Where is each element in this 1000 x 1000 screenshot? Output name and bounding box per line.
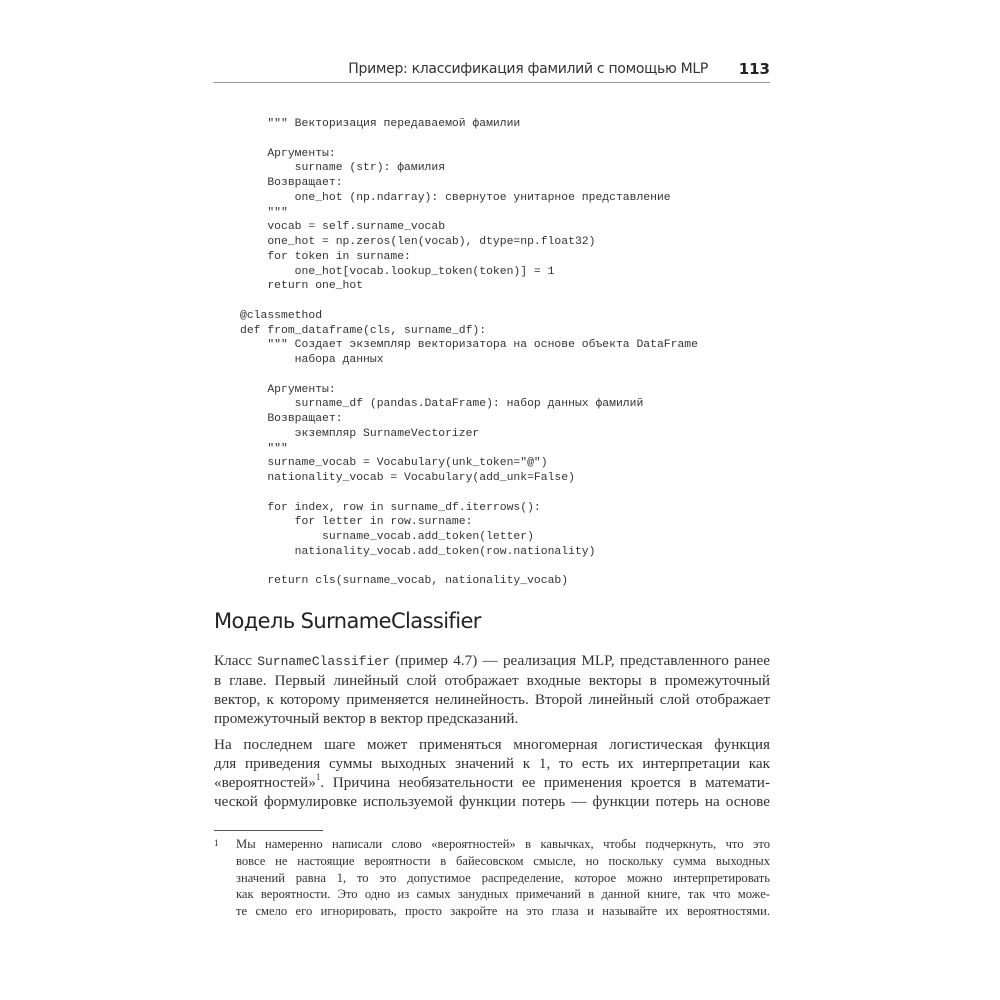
footnote-marker: 1 [214,838,219,848]
code-line [240,368,698,383]
text: (пример 4.7) — реализация MLP, представленного ранее [395,652,771,669]
text: Класс [214,652,252,669]
code-line: return cls(surname_vocab, nationality_vocab) [240,575,569,588]
code-line: surname_vocab = Vocabulary(unk_token="@") [240,457,548,470]
paragraph-line: вектор, к которому применяется нелинейность. Второй линейный слой отображает [214,691,770,708]
paragraph-1 [214,651,770,728]
code-line: """ [240,442,288,455]
code-line: экземпляр SurnameVectorizer [240,427,480,440]
code-line: def from_dataframe(cls, surname_df): [240,324,487,337]
code-line: набора данных [240,354,384,366]
code-listing [240,117,698,589]
paragraph-line: для приведения суммы выходных значений к 1, то есть их интерпретации как [214,755,770,772]
paragraph-line: ческой формулировке используемой функции потерь — функции потерь на основе [214,793,770,810]
paragraph-2 [214,735,770,811]
code-line: Аргументы: [240,147,336,160]
code-line: vocab = self.surname_vocab [240,221,446,234]
code-line: for index, row in surname_df.iterrows(): [240,501,541,514]
code-line [240,560,698,575]
code-line: for token in surname: [240,250,411,263]
footnote-line: как вероятности. Это одно из самых занудных примечаний в данной книге, так что може- [236,887,770,902]
code-line: one_hot (np.ndarray): свернутое унитарное представление [240,191,671,204]
footnote-line: те смело его игнорировать, просто закройте на это глаза и называйте их вероятностями. [236,904,770,919]
footnote-line: Мы намеренно написали слово «вероятностей» в кавычках, чтобы подчеркнуть, что это [236,837,770,851]
code-line: one_hot[vocab.lookup_token(token)] = 1 [240,265,555,278]
running-header [213,58,770,83]
paragraph-line: в главе. Первый линейный слой отображает входные векторы в промежуточный [214,672,770,689]
code-line: @classmethod [240,309,323,322]
paragraph-line [214,651,770,671]
code-line: """ Создает экземпляр векторизатора на основе объекта DataFrame [240,339,698,352]
code-line: nationality_vocab = Vocabulary(add_unk=False) [240,472,575,484]
footnote-line: значений равна 1, то это допустимое распределение, которое можно интерпретировать [236,870,770,885]
code-line: Возвращает: [240,177,343,189]
footnote-divider [214,830,323,831]
section-heading: Модель SurnameClassifier [214,609,481,633]
text: . Причина необязательности ее применения кроется в математи- [320,774,770,791]
footnote-line: вовсе не настоящие вероятности в байесовском смысле, но поскольку сумма выходных [236,853,770,868]
code-line: Возвращает: [240,413,343,425]
inline-code: SurnameClassifier [257,654,390,669]
page-number: 113 [738,60,770,78]
running-header-title: Пример: классификация фамилий с помощью MLP [348,61,708,77]
code-line: nationality_vocab.add_token(row.nationality) [240,545,596,558]
code-line [240,294,698,309]
code-line [240,132,698,147]
paragraph-line: На последнем шаге может применяться многомерная логистическая функция [214,736,770,753]
code-line [240,486,698,501]
code-line: for letter in row.surname: [240,516,473,529]
code-line: surname (str): фамилия [240,162,446,175]
code-line: return one_hot [240,280,364,293]
paragraph-line [214,773,770,792]
code-line: """ [240,206,288,219]
paragraph-line: промежуточный вектор в вектор предсказаний. [214,710,519,727]
code-line: """ Векторизация передаваемой фамилии [240,118,521,130]
text: «вероятностей» [214,774,316,791]
code-line: surname_df (pandas.DataFrame): набор данных фамилий [240,398,644,411]
code-line: surname_vocab.add_token(letter) [240,531,534,543]
code-line: one_hot = np.zeros(len(vocab), dtype=np.float32) [240,236,596,248]
code-line: Аргументы: [240,383,336,396]
footnote-reference[interactable]: 1 [315,772,321,782]
footnote [236,836,770,920]
